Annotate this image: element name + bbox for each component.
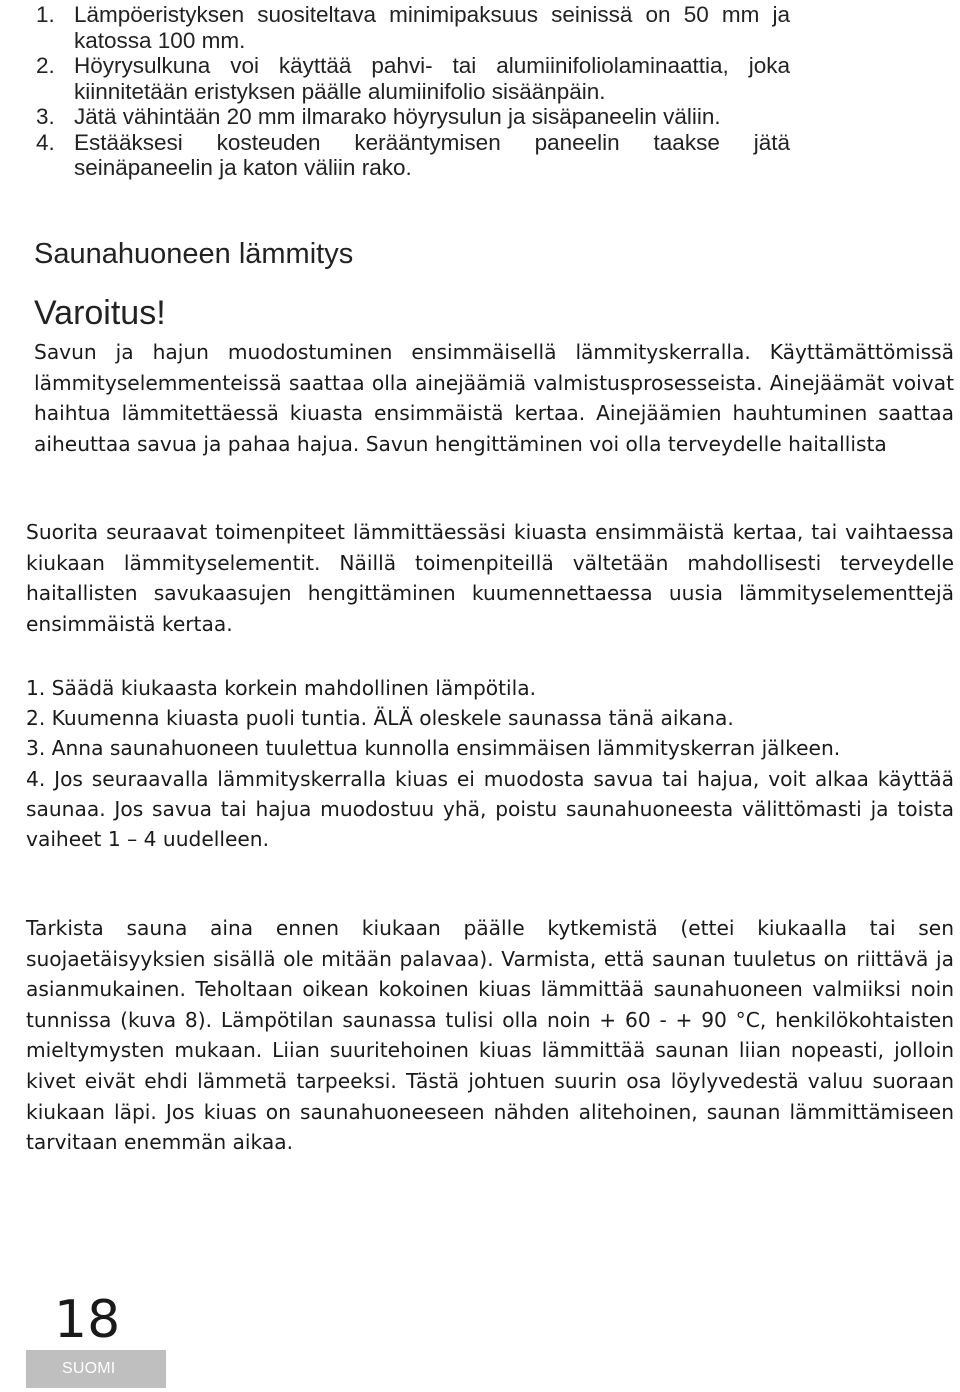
list-item-text: Jätä vähintään 20 mm ilmarako höyrysulun ja sisäpaneelin väliin. [74, 104, 721, 129]
list-item-text: Höyrysulkuna voi käyttää pahvi- tai alumiinifoliolaminaattia, joka kiinnitetään eristyksen päälle alumiinifolio sisäänpäin. [74, 53, 790, 104]
sauna-check-paragraph: Tarkista sauna aina ennen kiukaan päälle kytkemistä (ettei kiukaalla tai sen suojaetäisyyksien sisällä ole mitään palavaa). Varmista, että saunan tuuletus on riittävä ja asianmukainen. Teholtaan oikean kokoinen kiuas lämmittää saunahuoneen valmiiksi noin tunnissa (kuva 8). Lämpötilan saunassa tulisi olla noin + 60 - + 90 °C, henkilökohtaisten mieltymysten mukaan. Liian suuritehoinen kiuas lämmittää saunan liian nopeasti, jolloin kivet eivät ehdi lämmetä tarpeeksi. Tästä johtuen suurin osa löylyvedestä valuu suoraan kiukaan läpi. Jos kiuas on saunahuoneeseen nähden alitehoinen, saunan lämmittämiseen tarvitaan enemmän aikaa. [26, 916, 954, 1155]
section-heading: Saunahuoneen lämmitys [34, 238, 354, 270]
step-item: 4. Jos seuraavalla lämmityskerralla kiuas ei muodosta savua tai hajua, voit alkaa käyttää saunaa. Jos savua tai hajua muodostuu yhä, poistu saunahuoneesta välittömasti ja toista vaiheet 1 – 4 uudelleen. [26, 766, 954, 852]
instruction-paragraph: Suorita seuraavat toimenpiteet lämmittäessäsi kiuasta ensimmäistä kertaa, tai vaihtaessa kiukaan lämmityselementit. Näillä toimenpiteillä vältetään mahdollisesti terveydelle haitallisten savukaasujen hengittäminen kuumennettaessa uusia lämmityselementtejä ensimmäistä kertaa. [26, 520, 954, 636]
list-item [36, 53, 790, 104]
list-item-number: 2. [36, 53, 55, 78]
list-item-text: Estääksesi kosteuden kerääntymisen paneelin taakse jätä seinäpaneelin ja katon väliin rako. [74, 129, 790, 180]
step-item: 1. Säädä kiukaasta korkein mahdollinen lämpötila. [26, 676, 537, 700]
warning-heading: Varoitus! [34, 294, 166, 332]
list-item-number: 3. [36, 104, 55, 129]
list-item [36, 130, 790, 181]
list-item-text: Lämpöeristyksen suositeltava minimipaksuus seinissä on 50 mm ja katossa 100 mm. [74, 2, 790, 53]
warning-paragraph: Savun ja hajun muodostuminen ensimmäisellä lämmityskerralla. Käyttämättömissä lämmityselemmenteissä saattaa olla ainejäämiä valmistusprosesseista. Ainejäämät voivat haihtua lämmitettäessä kiuasta ensimmäistä kertaa. Ainejäämien hauhtuminen saattaa aiheuttaa savua ja pahaa hajua. Savun hengittäminen voi olla terveydelle haitallista [34, 340, 954, 456]
language-tab: SUOMI [26, 1350, 166, 1388]
first-heating-steps [26, 673, 954, 854]
page-number: 18 [54, 1290, 121, 1350]
list-item-number: 1. [36, 2, 55, 27]
list-item [36, 2, 790, 53]
insulation-list [36, 2, 790, 181]
step-item: 2. Kuumenna kiuasta puoli tuntia. ÄLÄ oleskele saunassa tänä aikana. [26, 706, 734, 731]
list-item [36, 104, 790, 130]
list-item-number: 4. [36, 129, 55, 155]
step-item: 3. Anna saunahuoneen tuulettua kunnolla ensimmäisen lämmityskerran jälkeen. [26, 736, 841, 761]
